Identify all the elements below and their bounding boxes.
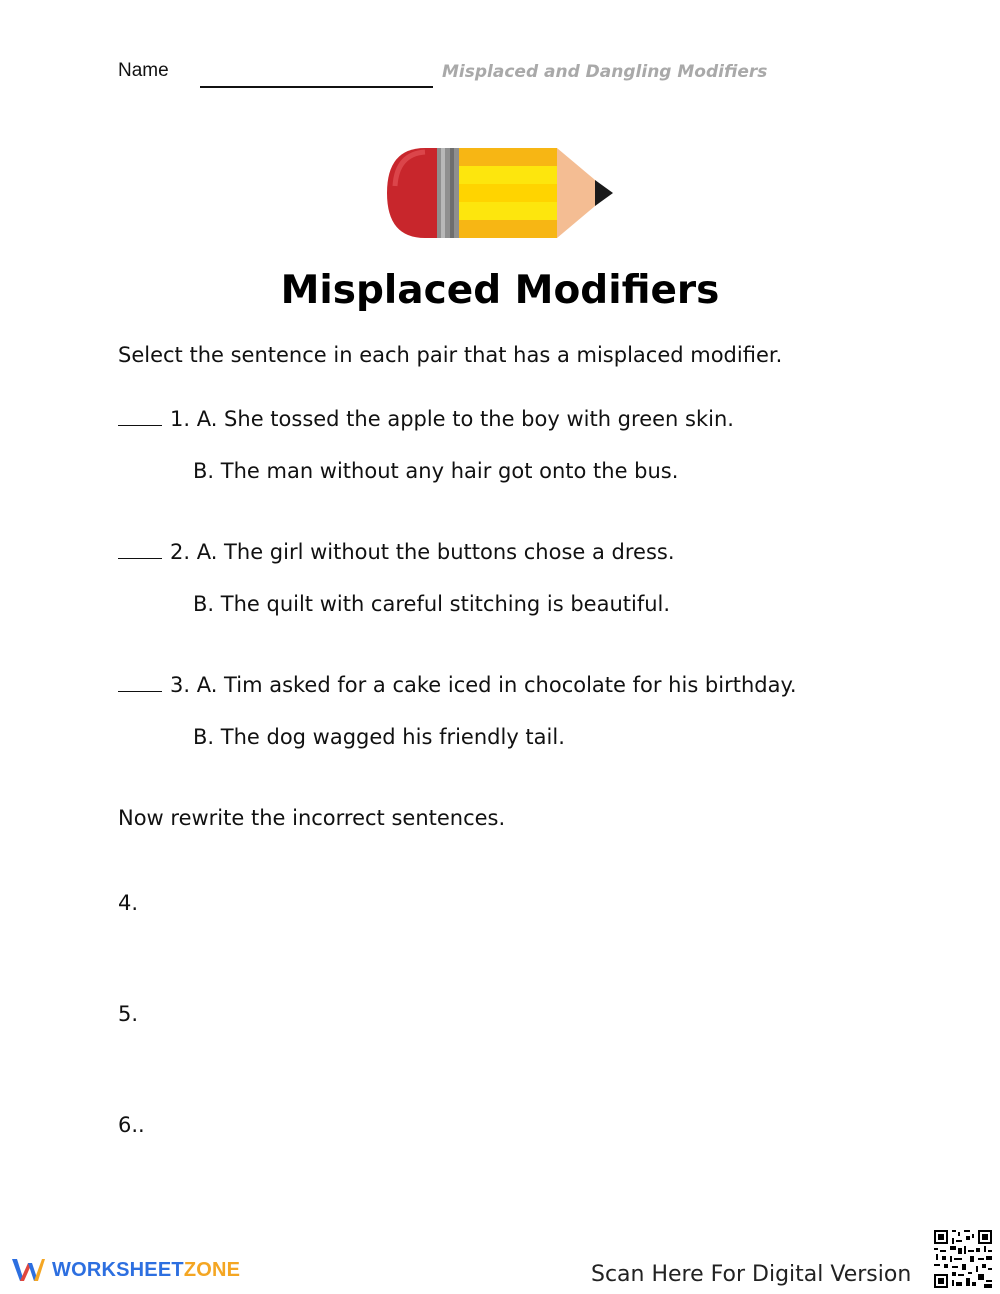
question-2-a-text: 2. A. The girl without the buttons chose a dress.: [170, 540, 675, 564]
question-1-a-text: 1. A. She tossed the apple to the boy with green skin.: [170, 407, 734, 431]
rewrite-item-6: 6..: [118, 1113, 145, 1137]
scan-caption: Scan Here For Digital Version: [591, 1262, 912, 1287]
worksheet-zone-logo: [10, 1255, 240, 1285]
question-1-option-a: [118, 407, 734, 431]
page-title: Misplaced Modifiers: [280, 268, 720, 313]
answer-blank-3[interactable]: [118, 673, 162, 692]
worksheet-header-title: Misplaced and Dangling Modifiers: [442, 62, 768, 82]
name-blank-line[interactable]: [200, 86, 433, 88]
question-2-option-a: [118, 540, 675, 564]
answer-blank-1[interactable]: [118, 407, 162, 426]
brand-text-worksheet: WORKSHEET: [52, 1258, 184, 1281]
instruction-select: Select the sentence in each pair that has a misplaced modifier.: [118, 343, 783, 367]
qr-code-icon[interactable]: [932, 1228, 994, 1290]
w-logo-icon: [10, 1255, 46, 1285]
name-label: Name: [118, 60, 169, 81]
question-3-a-text: 3. A. Tim asked for a cake iced in chocolate for his birthday.: [170, 673, 797, 697]
question-3-option-b: B. The dog wagged his friendly tail.: [193, 725, 565, 749]
pencil-icon: [387, 146, 613, 240]
question-3-option-a: [118, 673, 797, 697]
question-2-option-b: B. The quilt with careful stitching is beautiful.: [193, 592, 671, 616]
brand-text-zone: ZONE: [183, 1258, 241, 1281]
instruction-rewrite: Now rewrite the incorrect sentences.: [118, 806, 506, 830]
rewrite-item-4: 4.: [118, 891, 139, 915]
rewrite-item-5: 5.: [118, 1002, 139, 1026]
answer-blank-2[interactable]: [118, 540, 162, 559]
question-1-option-b: B. The man without any hair got onto the bus.: [193, 459, 679, 483]
